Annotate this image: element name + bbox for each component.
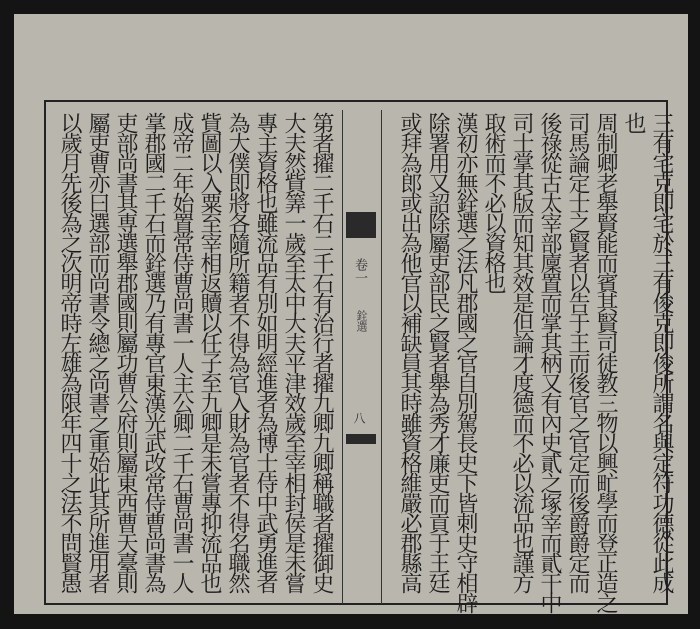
fishtail-mark-lower [346,434,376,444]
text-column: 屬吏曹亦曰選部而尚書令總之尚書之重始此其所進用者 [85,112,110,592]
text-column: 大夫然貲筭一歲至太中大夫平津效歲至宰相封侯是未嘗 [281,112,306,592]
text-column: 除署用又詔除屬吏部民之賢者舉為秀才廉吏而貢于王廷 [425,112,450,592]
text-column: 掌郡國二千石而銓選乃有專官東漢光武改常侍曹尚書為 [141,112,166,592]
text-column: 或拜為郎或出為他官以補缺員其時雖資格維嚴必郡縣高 [397,112,422,592]
text-column: 貲圖以入粟至宰相返贖以任子至九卿是未嘗專抑流品也 [197,112,222,592]
page-number: 八 [352,412,366,424]
text-column: 為大僕即將各隨所籍者不得為官入財為官者不得名職然 [225,112,250,592]
center-column [342,110,382,604]
text-column: 後祿從古太宰部廩置而掌其柄又有內史貳之塚宰而貳干中 [537,112,562,612]
text-column: 周制卿老舉賢能而賓其賢司徒教三物以興甿學而登正造之 [593,112,618,612]
text-column: 三有宅克即宅於三有俊克即俊所謂名與定符功德從此成 [649,112,674,592]
fishtail-mark [346,212,376,238]
text-column: 也 [621,112,646,132]
text-column: 漢初亦無銓選之法凡郡國之官自別駕長史下皆刺史守相辟 [453,112,478,612]
volume-label: 卷一 [352,258,367,284]
book-label: 銓選 [355,310,368,332]
text-column: 以歲月先後為之次明帝時左雄為限年四十之法不問賢愚 [57,112,82,592]
text-column: 司馬論定士之賢者以告于王而後官之官定而後爵爵定而 [565,112,590,592]
text-column: 專主資格也雖流品有別如明經進者為博士侍中武勇進者 [253,112,278,592]
text-column: 取術而不必以資格也 [481,112,506,292]
text-column: 吏部尚書其専選舉郡國則屬功曹公府則屬東西曹天臺則 [113,112,138,592]
text-column: 第者擢二千石二千石有治行者擢九卿九卿稱職者擢御史 [309,112,334,592]
text-column: 成帝二年始置常侍曹尚書一人主公卿二千石曹尚書一人 [169,112,194,592]
text-column: 司士掌其版而知其效是但論才度德而不必以流品也謹方 [509,112,534,592]
